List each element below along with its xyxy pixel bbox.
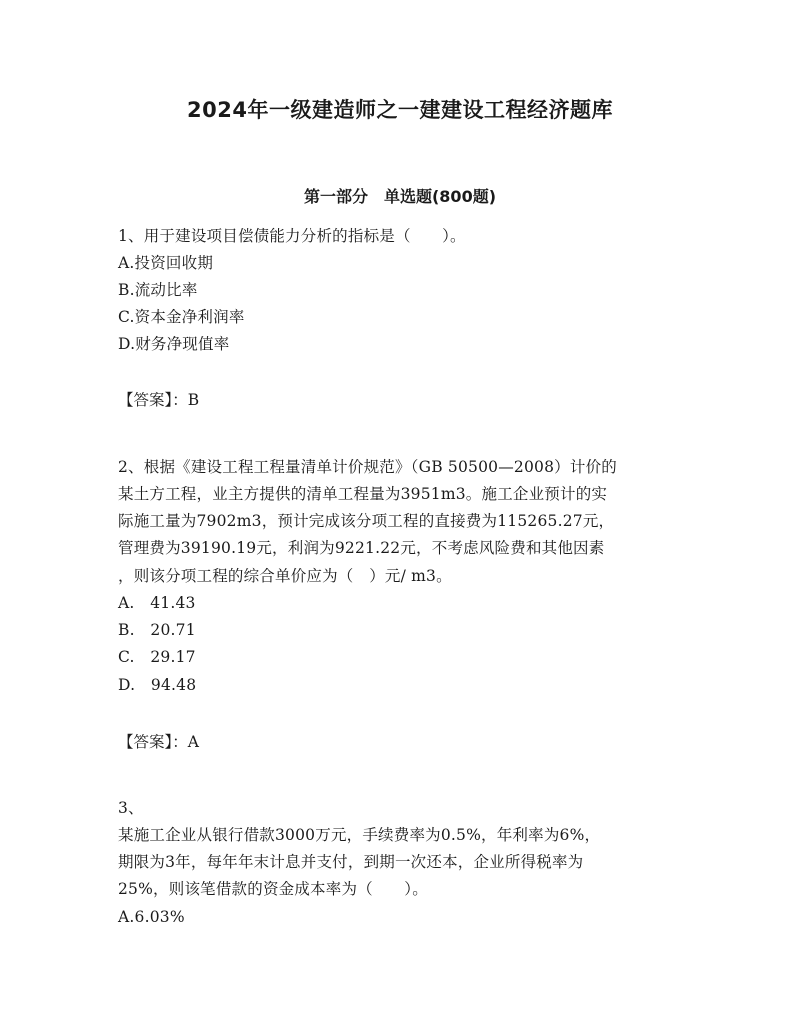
question-3-stem-line: 期限为3年，每年年末计息并支付，到期一次还本，企业所得税率为 xyxy=(118,853,584,871)
question-1-stem: 1、用于建设项目偿债能力分析的指标是（ ）。 xyxy=(118,227,466,245)
question-3-stem-line: 某施工企业从银行借款3000万元，手续费率为0.5%，年利率为6%， xyxy=(118,826,601,844)
question-2-stem-line: 管理费为39190.19元，利润为9221.22元，不考虑风险费和其他因素 xyxy=(118,539,605,557)
question-1-answer: 【答案】：B xyxy=(118,391,200,409)
question-2-option-b: B. 20.71 xyxy=(118,621,196,639)
section-title: 第一部分 单选题(800题) xyxy=(303,187,497,206)
question-2-stem-line: 际施工量为7902m3，预计完成该分项工程的直接费为115265.27元， xyxy=(118,512,615,530)
question-2-option-c: C. 29.17 xyxy=(118,648,196,666)
question-2-stem-line: ，则该分项工程的综合单价应为（ ）元/ m3。 xyxy=(118,567,452,585)
document-title: 2024年一级建造师之一建建设工程经济题库 xyxy=(187,98,613,122)
question-2-stem-line: 某土方工程，业主方提供的清单工程量为3951m3。施工企业预计的实 xyxy=(118,485,608,503)
question-2-answer: 【答案】：A xyxy=(118,733,199,751)
question-1-option-c: C.资本金净利润率 xyxy=(118,308,245,326)
question-1-option-a: A.投资回收期 xyxy=(118,254,214,272)
question-2-option-a: A. 41.43 xyxy=(118,594,196,612)
question-1-option-b: B.流动比率 xyxy=(118,281,198,299)
question-2-stem-line: 2、根据《建设工程工程量清单计价规范》（GB 50500—2008）计价的 xyxy=(118,458,617,476)
question-2-option-d: D. 94.48 xyxy=(118,676,197,694)
question-1-option-d: D.财务净现值率 xyxy=(118,335,230,353)
question-3-option-a: A.6.03% xyxy=(118,908,185,926)
question-3-number: 3、 xyxy=(118,799,144,817)
question-3-stem-line: 25%，则该笔借款的资金成本率为（ ）。 xyxy=(118,880,428,898)
